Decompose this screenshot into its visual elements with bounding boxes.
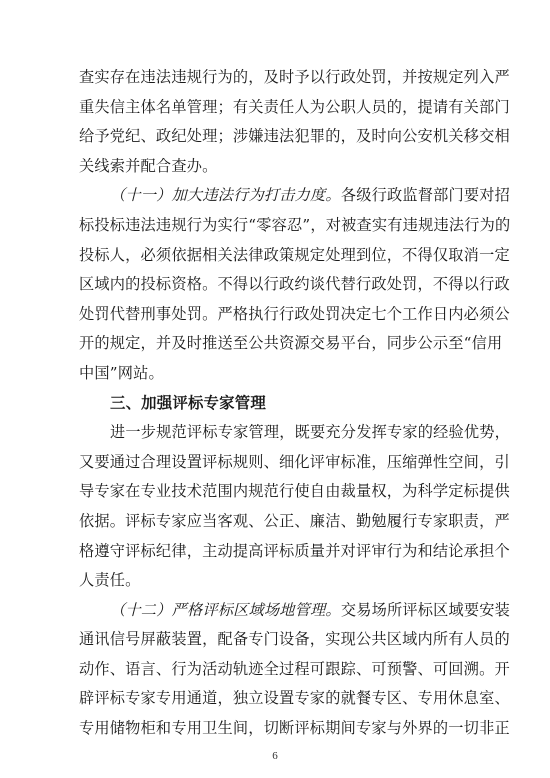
body-text-line: 又要通过合理设置评标规则、细化评审标准，压缩弹性空间，引 xyxy=(79,452,510,471)
body-text-line: 标投标违法违规行为实行“零容忍”，对被查实有违规违法行为的 xyxy=(79,215,511,234)
body-text-line: 格遵守评标纪律，主动提高评标质量并对评审行为和结论承担个 xyxy=(79,541,510,560)
body-text-line: 中国”网站。 xyxy=(79,363,164,382)
body-text-line: 关线索并配合查办。 xyxy=(79,156,218,175)
document-body xyxy=(79,63,511,744)
item-12-first-line-text: 交易场所评标区域要安装 xyxy=(340,600,511,619)
body-text-line: 给予党纪、政纪处理；涉嫌违法犯罪的，及时向公安机关移交相 xyxy=(79,127,510,146)
body-text-line: 进一步规范评标专家管理，既要充分发挥专家的经验优势， xyxy=(110,423,511,442)
body-text-line: 区域内的投标资格。不得以行政约谈代替行政处罚，不得以行政 xyxy=(79,275,510,294)
body-text-line: 导专家在专业技术范围内规范行使自由裁量权，为科学定标提供 xyxy=(79,482,510,501)
item-11-heading: （十一）加大违法行为打击力度。 xyxy=(110,186,341,205)
item-12-heading: （十二）严格评标区域场地管理。 xyxy=(110,600,341,619)
body-text-line: 专用储物柜和专用卫生间，切断评标期间专家与外界的一切非正 xyxy=(79,719,510,738)
body-text-line: 投标人，必须依据相关法律政策规定处理到位，不得仅取消一定 xyxy=(79,245,510,264)
body-text-line: 辟评标专家专用通道，独立设置专家的就餐专区、专用休息室、 xyxy=(79,689,510,708)
body-text-line: 依据。评标专家应当客观、公正、廉洁、勤勉履行专家职责，严 xyxy=(79,511,510,530)
body-text-line: 通讯信号屏蔽装置，配备专门设备，实现公共区域内所有人员的 xyxy=(79,630,510,649)
item-11-first-line-text: 各级行政监督部门要对招 xyxy=(340,186,511,205)
section-3-heading: 三、加强评标专家管理 xyxy=(110,393,266,412)
body-text-line: 处罚代替刑事处罚。严格执行行政处罚决定七个工作日内必须公 xyxy=(79,304,510,323)
body-text-line: 重失信主体名单管理；有关责任人为公职人员的，提请有关部门 xyxy=(79,97,510,116)
item-12-first-line xyxy=(79,596,511,626)
body-text-line: 人责任。 xyxy=(79,571,141,590)
body-text-line: 开的规定，并及时推送至公共资源交易平台，同步公示至“信用 xyxy=(79,334,503,353)
item-11-first-line xyxy=(79,181,511,211)
body-text-line: 动作、语言、行为活动轨迹全过程可跟踪、可预警、可回溯。开 xyxy=(79,659,510,678)
body-text-line: 查实存在违法违规行为的，及时予以行政处罚，并按规定列入严 xyxy=(79,68,510,86)
page-number: 6 xyxy=(272,750,278,762)
